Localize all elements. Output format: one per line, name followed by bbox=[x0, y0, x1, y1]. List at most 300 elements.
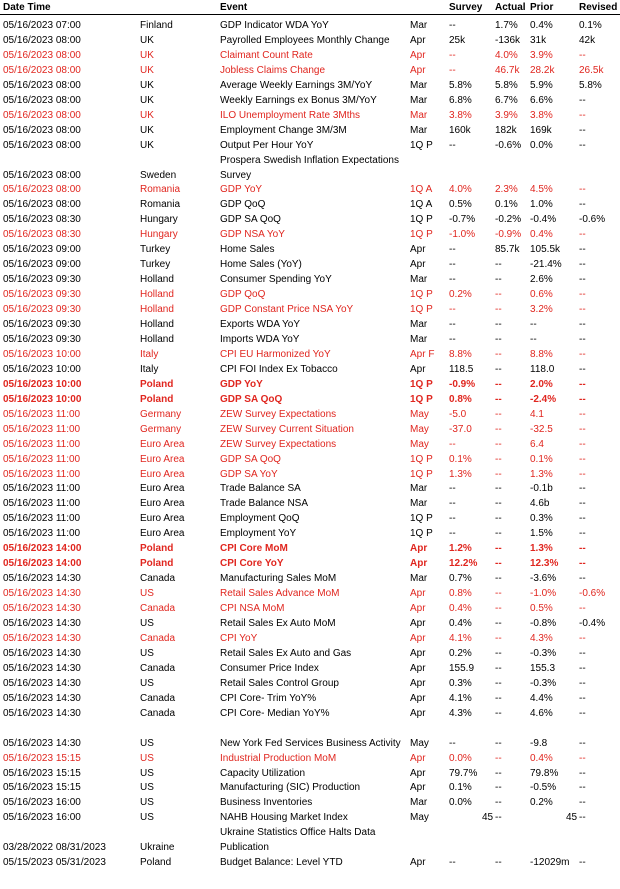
row-event: Business Inventories bbox=[220, 797, 313, 809]
row-revised: -- bbox=[579, 692, 586, 704]
row-datetime: 05/16/2023 08:00 bbox=[3, 64, 81, 76]
row-survey: 0.0% bbox=[449, 752, 472, 764]
row-survey: -- bbox=[449, 498, 456, 510]
row-period: Apr bbox=[410, 782, 426, 794]
row-actual: 5.8% bbox=[495, 79, 518, 91]
row-period: Apr bbox=[410, 259, 426, 271]
row-country: UK bbox=[140, 49, 154, 61]
row-event: ZEW Survey Expectations bbox=[220, 408, 337, 420]
row-datetime: 05/16/2023 08:00 bbox=[3, 139, 81, 151]
row-actual: 85.7k bbox=[495, 244, 520, 256]
row-datetime: 05/16/2023 07:00 bbox=[3, 20, 81, 31]
row-actual: -- bbox=[495, 603, 502, 615]
row-revised: -- bbox=[579, 423, 586, 435]
row-datetime: 05/16/2023 11:00 bbox=[3, 483, 81, 495]
row-survey: 6.8% bbox=[449, 94, 472, 106]
row-period: Mar bbox=[410, 79, 428, 91]
row-survey: 4.3% bbox=[449, 707, 472, 719]
row-prior: 79.8% bbox=[530, 767, 559, 779]
row-datetime: 05/16/2023 08:00 bbox=[3, 169, 81, 181]
row-prior: 8.8% bbox=[530, 348, 553, 360]
row-revised: -- bbox=[579, 797, 586, 809]
row-event-line2: Survey bbox=[220, 169, 252, 181]
row-period: 1Q P bbox=[410, 214, 433, 226]
row-datetime: 05/16/2023 08:00 bbox=[3, 184, 81, 196]
row-survey: -- bbox=[449, 304, 456, 316]
row-period: Apr bbox=[410, 692, 426, 704]
row-prior: 1.3% bbox=[530, 543, 553, 555]
row-survey: -- bbox=[449, 20, 456, 31]
row-survey: 0.7% bbox=[449, 573, 472, 585]
row-country: US bbox=[140, 588, 154, 600]
row-actual: -- bbox=[495, 707, 502, 719]
header-actual: Actual bbox=[495, 2, 526, 13]
header-prior: Prior bbox=[530, 2, 554, 13]
row-country: Euro Area bbox=[140, 483, 185, 495]
row-datetime: 05/16/2023 15:15 bbox=[3, 782, 81, 794]
row-prior: 4.1 bbox=[530, 408, 544, 420]
row-actual: -136k bbox=[495, 34, 521, 46]
row-country: UK bbox=[140, 109, 154, 121]
row-event: GDP SA QoQ bbox=[220, 453, 281, 465]
row-actual: -- bbox=[495, 333, 502, 345]
row-actual: 182k bbox=[495, 124, 517, 136]
row-revised: 26.5k bbox=[579, 64, 604, 76]
row-event: NAHB Housing Market Index bbox=[220, 812, 348, 824]
row-revised: -- bbox=[579, 647, 586, 659]
row-survey: -- bbox=[449, 737, 456, 749]
row-event: Capacity Utilization bbox=[220, 767, 306, 779]
row-datetime: 05/16/2023 11:00 bbox=[3, 453, 81, 465]
row-datetime: 05/16/2023 14:30 bbox=[3, 603, 81, 615]
row-period: Mar bbox=[410, 124, 428, 136]
row-country: Poland bbox=[140, 558, 174, 570]
header-divider bbox=[0, 14, 620, 15]
row-country: Turkey bbox=[140, 244, 171, 256]
row-period: 1Q A bbox=[410, 199, 433, 211]
row-revised: -- bbox=[579, 259, 586, 271]
row-period: 1Q P bbox=[410, 289, 433, 301]
row-revised: -- bbox=[579, 199, 586, 211]
row-actual: -- bbox=[495, 543, 502, 555]
row-datetime: 05/16/2023 14:30 bbox=[3, 632, 81, 644]
row-event: Claimant Count Rate bbox=[220, 49, 313, 61]
row-event: Retail Sales Ex Auto and Gas bbox=[220, 647, 352, 659]
row-country: Canada bbox=[140, 603, 176, 615]
row-country: US bbox=[140, 767, 154, 779]
row-survey: 0.1% bbox=[449, 453, 472, 465]
row-prior: 155.3 bbox=[530, 662, 556, 674]
row-prior: 0.4% bbox=[530, 752, 553, 764]
row-revised: 5.8% bbox=[579, 79, 602, 91]
row-survey: 0.8% bbox=[449, 588, 472, 600]
row-event: Imports WDA YoY bbox=[220, 333, 300, 345]
row-country: Italy bbox=[140, 348, 159, 360]
row-survey: 1.3% bbox=[449, 468, 472, 480]
row-country: Canada bbox=[140, 632, 176, 644]
row-prior: -21.4% bbox=[530, 259, 562, 271]
row-country: Germany bbox=[140, 423, 182, 435]
row-datetime: 05/16/2023 11:00 bbox=[3, 513, 81, 525]
row-prior: 3.9% bbox=[530, 49, 553, 61]
row-prior: 6.4 bbox=[530, 438, 544, 450]
row-datetime: 05/16/2023 10:00 bbox=[3, 378, 82, 390]
row-country: Hungary bbox=[140, 229, 178, 241]
row-datetime: 05/16/2023 14:30 bbox=[3, 647, 81, 659]
row-country: Ukraine bbox=[140, 842, 175, 854]
row-event: GDP YoY bbox=[220, 378, 263, 390]
row-survey: 160k bbox=[449, 124, 471, 136]
row-revised: -- bbox=[579, 662, 586, 674]
row-prior: -0.1b bbox=[530, 483, 553, 495]
row-event: Home Sales bbox=[220, 244, 275, 256]
row-event: Consumer Price Index bbox=[220, 662, 319, 674]
row-survey: 0.8% bbox=[449, 393, 472, 405]
row-revised: -- bbox=[579, 408, 586, 420]
row-survey: -- bbox=[449, 319, 456, 330]
row-actual: -- bbox=[495, 752, 502, 764]
row-revised: -- bbox=[579, 677, 586, 689]
row-revised: -- bbox=[579, 513, 586, 525]
row-country: Holland bbox=[140, 333, 174, 345]
row-datetime: 05/16/2023 16:00 bbox=[3, 797, 81, 809]
row-datetime: 05/15/2023 05/31/2023 bbox=[3, 857, 106, 869]
row-actual: -- bbox=[495, 259, 502, 271]
row-prior: 0.1% bbox=[530, 453, 553, 465]
row-event: Employment YoY bbox=[220, 528, 297, 540]
row-actual: -- bbox=[495, 363, 502, 375]
row-actual: -- bbox=[495, 453, 502, 465]
row-survey: 0.4% bbox=[449, 618, 472, 629]
row-datetime: 05/16/2023 08:00 bbox=[3, 34, 81, 46]
row-survey: 0.1% bbox=[449, 782, 472, 794]
row-event: Manufacturing (SIC) Production bbox=[220, 782, 361, 794]
row-datetime: 05/16/2023 11:00 bbox=[3, 498, 81, 510]
row-actual: 2.3% bbox=[495, 184, 518, 196]
row-survey: -- bbox=[449, 857, 456, 869]
row-event: Trade Balance SA bbox=[220, 483, 301, 495]
row-prior: 3.2% bbox=[530, 304, 553, 316]
row-revised: -- bbox=[579, 543, 586, 555]
row-country: US bbox=[140, 737, 154, 749]
row-survey: 0.2% bbox=[449, 289, 472, 301]
row-event-line2: Publication bbox=[220, 842, 269, 854]
row-country: US bbox=[140, 618, 154, 629]
row-country: Romania bbox=[140, 199, 181, 211]
row-prior: 4.6% bbox=[530, 707, 553, 719]
row-datetime: 05/16/2023 09:00 bbox=[3, 244, 81, 256]
row-revised: -- bbox=[579, 632, 586, 644]
row-period: Mar bbox=[410, 319, 428, 330]
row-country: Holland bbox=[140, 304, 174, 316]
row-prior: 6.6% bbox=[530, 94, 553, 106]
row-country: US bbox=[140, 647, 154, 659]
row-event: Industrial Production MoM bbox=[220, 752, 337, 764]
row-revised: -- bbox=[579, 363, 586, 375]
row-survey: 4.1% bbox=[449, 692, 472, 704]
row-period: Mar bbox=[410, 20, 428, 31]
row-period: Apr bbox=[410, 64, 426, 76]
row-prior: 118.0 bbox=[530, 363, 555, 375]
row-event: Retail Sales Control Group bbox=[220, 677, 339, 689]
row-revised: -- bbox=[579, 752, 586, 764]
row-survey: 0.3% bbox=[449, 677, 472, 689]
row-survey: -- bbox=[449, 333, 456, 345]
row-prior: 0.6% bbox=[530, 289, 553, 301]
row-revised: 0.1% bbox=[579, 20, 602, 31]
row-prior: 1.0% bbox=[530, 199, 553, 211]
row-country: Hungary bbox=[140, 214, 178, 226]
row-actual: -- bbox=[495, 618, 502, 629]
row-period: May bbox=[410, 438, 429, 450]
row-prior: 1.5% bbox=[530, 528, 553, 540]
row-survey: -- bbox=[449, 528, 456, 540]
row-actual: -- bbox=[495, 558, 502, 570]
row-datetime: 05/16/2023 14:30 bbox=[3, 618, 81, 629]
row-country: Holland bbox=[140, 289, 174, 301]
row-datetime: 05/16/2023 16:00 bbox=[3, 812, 81, 824]
row-revised: -- bbox=[579, 603, 586, 615]
row-period: May bbox=[410, 737, 429, 749]
row-event: CPI EU Harmonized YoY bbox=[220, 348, 331, 360]
row-country: UK bbox=[140, 79, 154, 91]
row-actual: -- bbox=[495, 393, 502, 405]
row-actual: 6.7% bbox=[495, 94, 518, 106]
row-actual: -- bbox=[495, 767, 502, 779]
row-datetime: 05/16/2023 11:00 bbox=[3, 438, 81, 450]
row-period: Mar bbox=[410, 94, 428, 106]
row-actual: -- bbox=[495, 857, 502, 869]
header-survey: Survey bbox=[449, 2, 483, 13]
row-revised: -- bbox=[579, 782, 586, 794]
row-survey: 4.1% bbox=[449, 632, 472, 644]
row-datetime: 05/16/2023 09:30 bbox=[3, 319, 81, 330]
row-event: Employment Change 3M/3M bbox=[220, 124, 347, 136]
row-survey: 5.8% bbox=[449, 79, 472, 91]
row-survey: 4.0% bbox=[449, 184, 472, 196]
row-revised: -- bbox=[579, 229, 586, 241]
row-country: Euro Area bbox=[140, 528, 185, 540]
row-period: Apr bbox=[410, 767, 426, 779]
row-prior: 105.5k bbox=[530, 244, 561, 256]
row-event: Average Weekly Earnings 3M/YoY bbox=[220, 79, 373, 91]
row-period: Mar bbox=[410, 498, 428, 510]
row-actual: -- bbox=[495, 498, 502, 510]
row-period: Mar bbox=[410, 797, 428, 809]
row-datetime: 05/16/2023 10:00 bbox=[3, 393, 82, 405]
row-revised: -- bbox=[579, 184, 586, 196]
row-country: Finland bbox=[140, 20, 173, 31]
row-prior: -0.4% bbox=[530, 214, 557, 226]
row-survey: -- bbox=[449, 139, 456, 151]
row-country: Euro Area bbox=[140, 468, 185, 480]
row-revised: -- bbox=[579, 124, 586, 136]
row-actual: -- bbox=[495, 438, 502, 450]
row-event: Output Per Hour YoY bbox=[220, 139, 314, 151]
row-event: Consumer Spending YoY bbox=[220, 274, 332, 286]
row-event-line1: Ukraine Statistics Office Halts Data bbox=[220, 827, 376, 839]
row-prior: 4.3% bbox=[530, 632, 553, 644]
row-datetime: 05/16/2023 09:00 bbox=[3, 259, 81, 271]
row-datetime: 05/16/2023 10:00 bbox=[3, 363, 81, 375]
row-country: Germany bbox=[140, 408, 182, 420]
row-datetime: 05/16/2023 08:00 bbox=[3, 109, 81, 121]
row-country: Holland bbox=[140, 274, 174, 286]
row-actual: -- bbox=[495, 812, 502, 824]
row-event: Manufacturing Sales MoM bbox=[220, 573, 337, 585]
row-revised: -- bbox=[579, 109, 586, 121]
row-event-line1: Prospera Swedish Inflation Expectations bbox=[220, 154, 399, 166]
row-prior: -9.8 bbox=[530, 737, 548, 749]
header-event: Event bbox=[220, 2, 248, 13]
row-period: Apr bbox=[410, 49, 426, 61]
row-prior: 1.3% bbox=[530, 468, 553, 480]
row-event: Retail Sales Ex Auto MoM bbox=[220, 618, 336, 629]
row-revised: -- bbox=[579, 94, 586, 106]
row-event: ZEW Survey Expectations bbox=[220, 438, 337, 450]
row-event: GDP SA QoQ bbox=[220, 214, 281, 226]
row-survey: -- bbox=[449, 64, 456, 76]
row-country: Poland bbox=[140, 543, 174, 555]
row-datetime: 05/16/2023 14:30 bbox=[3, 573, 81, 585]
row-actual: -0.2% bbox=[495, 214, 522, 226]
row-prior: -0.8% bbox=[530, 618, 557, 629]
row-period: 1Q P bbox=[410, 528, 433, 540]
row-event: GDP Indicator WDA YoY bbox=[220, 20, 329, 31]
header-revised: Revised bbox=[579, 2, 618, 13]
row-revised: -- bbox=[579, 498, 586, 510]
row-actual: 1.7% bbox=[495, 20, 518, 31]
row-prior: 0.2% bbox=[530, 797, 553, 809]
row-prior: 12.3% bbox=[530, 558, 559, 570]
row-survey: 79.7% bbox=[449, 767, 478, 779]
row-datetime: 05/16/2023 08:00 bbox=[3, 79, 81, 91]
row-country: Euro Area bbox=[140, 513, 185, 525]
row-actual: -- bbox=[495, 289, 502, 301]
row-country: Poland bbox=[140, 393, 174, 405]
row-period: 1Q P bbox=[410, 513, 433, 525]
row-revised: -- bbox=[579, 49, 586, 61]
row-period: Apr bbox=[410, 588, 426, 600]
row-revised: -- bbox=[579, 319, 586, 330]
row-actual: -- bbox=[495, 468, 502, 480]
row-country: US bbox=[140, 812, 154, 824]
row-actual: -- bbox=[495, 632, 502, 644]
row-datetime: 05/16/2023 08:00 bbox=[3, 124, 81, 136]
row-revised: -- bbox=[579, 468, 586, 480]
row-actual: 46.7k bbox=[495, 64, 520, 76]
row-actual: -- bbox=[495, 797, 502, 809]
row-actual: -- bbox=[495, 677, 502, 689]
row-prior: -1.0% bbox=[530, 588, 557, 600]
row-actual: -- bbox=[495, 304, 502, 316]
row-event: GDP YoY bbox=[220, 184, 263, 196]
row-revised: -- bbox=[579, 528, 586, 540]
row-revised: -0.6% bbox=[579, 214, 606, 226]
row-revised: -- bbox=[579, 737, 586, 749]
row-revised: -- bbox=[579, 707, 586, 719]
row-event: Exports WDA YoY bbox=[220, 319, 301, 330]
row-survey: 3.8% bbox=[449, 109, 472, 121]
row-revised: -- bbox=[579, 393, 586, 405]
row-survey: 0.4% bbox=[449, 603, 472, 615]
row-survey: 155.9 bbox=[449, 662, 475, 674]
row-period: Mar bbox=[410, 333, 428, 345]
row-country: US bbox=[140, 797, 154, 809]
row-period: 1Q P bbox=[410, 468, 433, 480]
row-revised: -- bbox=[579, 274, 586, 286]
row-survey: 1.2% bbox=[449, 543, 472, 555]
row-prior: -0.3% bbox=[530, 647, 557, 659]
row-event: Payrolled Employees Monthly Change bbox=[220, 34, 390, 46]
row-prior: -2.4% bbox=[530, 393, 557, 405]
row-revised: -- bbox=[579, 573, 586, 585]
row-datetime: 05/16/2023 09:30 bbox=[3, 333, 81, 345]
row-datetime: 05/16/2023 14:30 bbox=[3, 662, 81, 674]
row-period: Apr bbox=[410, 857, 426, 869]
row-actual: -- bbox=[495, 782, 502, 794]
row-revised: -0.6% bbox=[579, 588, 606, 600]
row-event: CPI Core MoM bbox=[220, 543, 288, 555]
row-actual: -- bbox=[495, 647, 502, 659]
row-revised: -- bbox=[579, 244, 586, 256]
row-event: CPI NSA MoM bbox=[220, 603, 285, 615]
row-actual: -- bbox=[495, 588, 502, 600]
row-actual: -- bbox=[495, 319, 502, 330]
row-revised: -- bbox=[579, 139, 586, 151]
row-event: Home Sales (YoY) bbox=[220, 259, 302, 271]
row-period: May bbox=[410, 408, 429, 420]
row-country: Canada bbox=[140, 662, 176, 674]
row-prior: 0.4% bbox=[530, 20, 553, 31]
row-datetime: 05/16/2023 08:30 bbox=[3, 229, 81, 241]
row-prior: 0.3% bbox=[530, 513, 553, 525]
row-revised: -- bbox=[579, 483, 586, 495]
row-period: Mar bbox=[410, 483, 428, 495]
row-survey: -0.7% bbox=[449, 214, 476, 226]
row-prior: -32.5 bbox=[530, 423, 553, 435]
row-datetime: 05/16/2023 14:30 bbox=[3, 692, 81, 704]
row-prior: -3.6% bbox=[530, 573, 557, 585]
row-period: 1Q P bbox=[410, 229, 433, 241]
row-prior: 2.0% bbox=[530, 378, 553, 390]
row-revised: -- bbox=[579, 438, 586, 450]
row-datetime: 05/16/2023 14:30 bbox=[3, 707, 81, 719]
row-event: GDP NSA YoY bbox=[220, 229, 285, 241]
row-survey: -5.0 bbox=[449, 408, 467, 420]
row-event: Trade Balance NSA bbox=[220, 498, 309, 510]
row-revised: -- bbox=[579, 812, 586, 824]
row-prior: -0.5% bbox=[530, 782, 557, 794]
row-event: ZEW Survey Current Situation bbox=[220, 423, 354, 435]
row-actual: 3.9% bbox=[495, 109, 518, 121]
row-period: Apr F bbox=[410, 348, 435, 360]
row-survey: -- bbox=[449, 438, 456, 450]
row-period: Apr bbox=[410, 363, 426, 375]
row-datetime: 05/16/2023 10:00 bbox=[3, 348, 81, 360]
row-country: Italy bbox=[140, 363, 159, 375]
row-period: Apr bbox=[410, 677, 426, 689]
row-actual: -0.6% bbox=[495, 139, 522, 151]
row-survey: 0.0% bbox=[449, 797, 472, 809]
row-datetime: 03/28/2022 08/31/2023 bbox=[3, 842, 106, 854]
row-period: Mar bbox=[410, 573, 428, 585]
row-event: CPI Core- Median YoY% bbox=[220, 707, 330, 719]
row-datetime: 05/16/2023 14:30 bbox=[3, 588, 81, 600]
row-prior: 5.9% bbox=[530, 79, 553, 91]
row-event: New York Fed Services Business Activity bbox=[220, 737, 401, 749]
row-survey: -- bbox=[449, 513, 456, 525]
